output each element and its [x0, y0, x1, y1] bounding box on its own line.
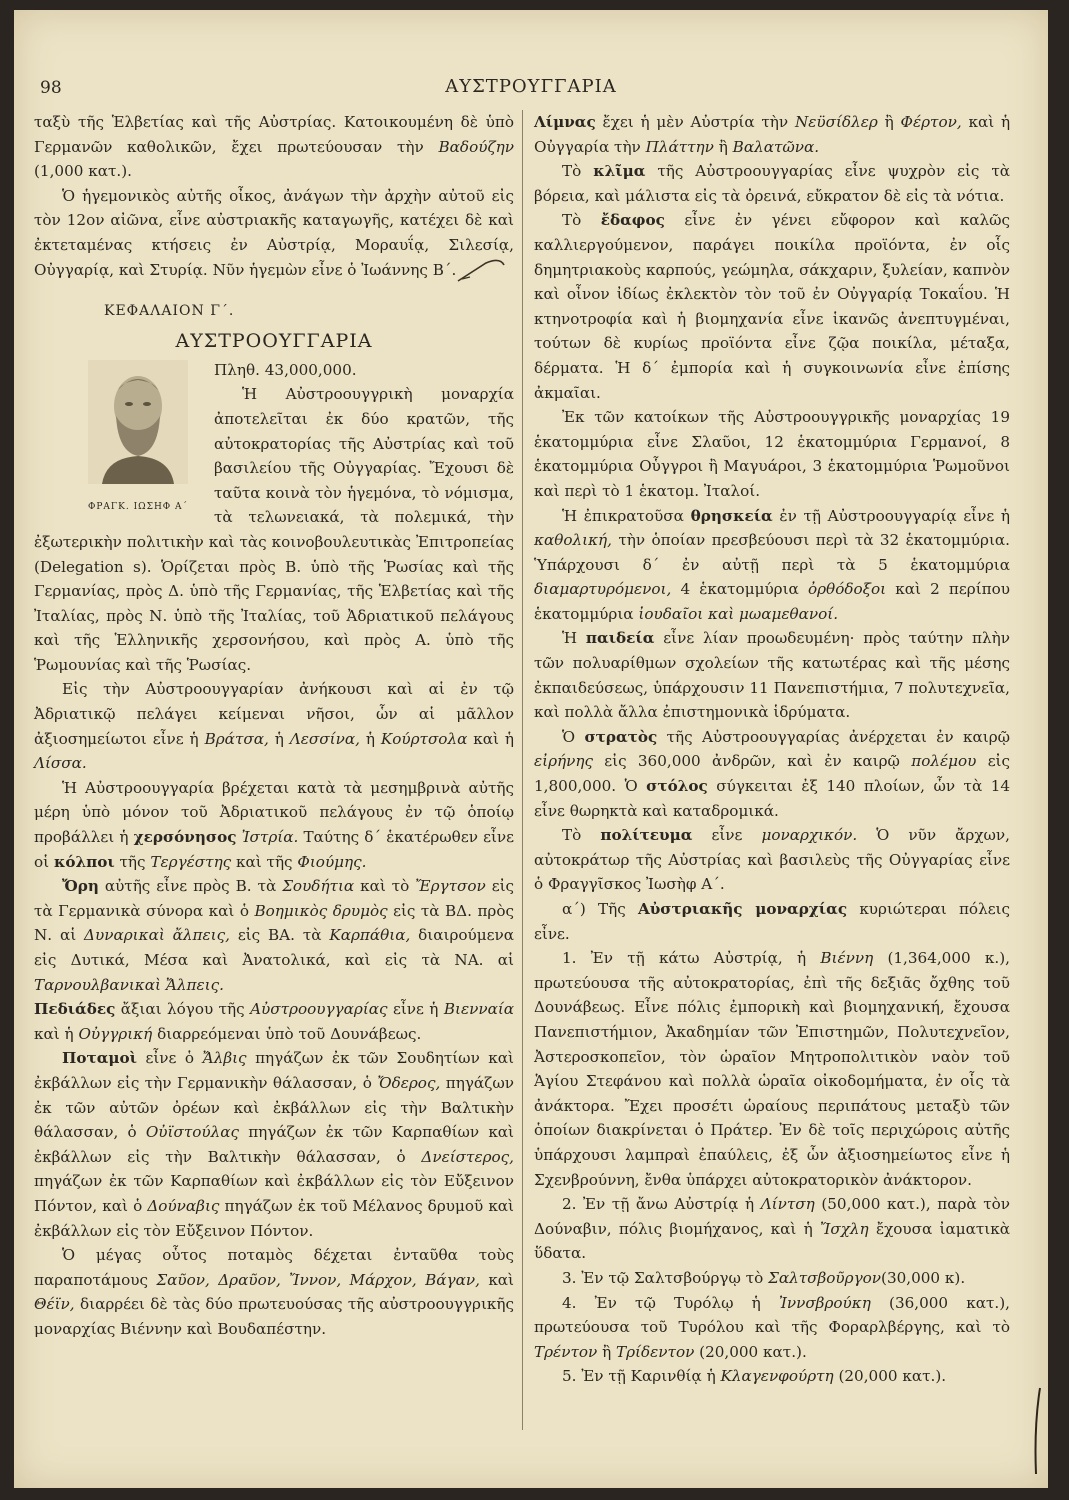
portrait-figure	[74, 360, 202, 512]
column-divider	[522, 110, 523, 1430]
paragraph: Πεδιάδες ἄξιαι λόγου τῆς Αὐστροουγγαρίας εἶνε ἡ Βιενναία καὶ ἡ Οὐγγρική διαρρεόμεναι ὑπὸ τοῦ Δουνάβεως.	[34, 1000, 515, 1043]
paragraph: Τὸ ἔδαφος εἶνε ἐν γένει εὔφορον καὶ καλῶς καλλιεργούμενον, παράγει ποικίλα προϊόντα, ἐν οἷς δημητριακοὺς καρπούς, γεώμηλα, σάκχαριν, ξυλείαν, καπνὸν καὶ οἶνον ἰδίως ἐκλεκτὸν τὸν τοῦ ἐν Οὐγγαρίᾳ Τοκαΐου. Ἡ κτηνοτροφία καὶ ἡ βιομηχανία εἶνε ἱκανῶς ἀνεπτυγμέναι, τούτων δὲ κυρίως προϊόντα εἶνε ζῷα ποικίλα, μέταξα, δέρματα. Ἡ δ΄ ἐμπορία καὶ ἡ συγκοινωνία εἶνε ἐπίσης ἀκμαῖαι.	[534, 211, 1011, 402]
paragraph: Τὸ κλῖμα τῆς Αὐστροουγγαρίας εἶνε ψυχρὸν εἰς τὰ βόρεια, καὶ μάλιστα εἰς τὰ ὀρεινά, εὔκρατον δὲ εἰς τὰ νότια.	[534, 162, 1011, 205]
chapter-heading: ΚΕΦΑΛΑΙΟΝ Γ΄.	[104, 302, 235, 319]
city-list-item: 1. Ἐν τῇ κάτω Αὐστρίᾳ, ἡ Βιέννη (1,364,000 κ.), πρωτεύουσα τῆς αὐτοκρατορίας, ἐπὶ τῆς δεξιᾶς ὄχθης τοῦ Δουνάβεως. Εἶνε πόλις ἐμπορικὴ καὶ βιομηχανική, ἔχουσα Πανεπιστήμιον, Ἀκαδημίαν τῶν Ἐπιστημῶν, Πολυτεχνεῖον, Ἀστεροσκοπεῖον, τὸν ὡραῖον Μητροπολιτικὸν ναὸν τοῦ Ἁγίου Στεφάνου καὶ πολλὰ ὡραῖα οἰκοδομήματα, ἐν οἷς τὰ ἀνάκτορα. Ἔχει προσέτι ὡραίους περιπάτους μεταξὺ τῶν ὁποίων διακρίνεται ὁ Πράτερ. Ἐν δὲ τοῖς περιχώροις αὐτῆς ὑπάρχουσι λαμπραὶ ἐπαύλεις, ἐξ ὧν ἀξιοσημείωτος εἶνε ἡ Σχενβρούννη, ἔνθα ὑπάρχει αὐτοκρατορικὸν ἀνάκτορον.	[534, 949, 1011, 1189]
paragraph: ταξὺ τῆς Ἑλβετίας καὶ τῆς Αὐστρίας. Κατοικουμένη δὲ ὑπὸ Γερμανῶν καθολικῶν, ἔχει πρωτεύουσαν τὴν Βαδούζην (1,000 κατ.).	[34, 113, 515, 181]
paragraph: Τὸ πολίτευμα εἶνε μοναρχικόν. Ὁ νῦν ἄρχων, αὐτοκράτωρ τῆς Αὐστρίας καὶ βασιλεὺς τῆς Οὐγγαρίας εἶνε ὁ Φραγγῖσκος Ἰωσὴφ Α΄.	[534, 826, 1010, 894]
paragraph: Ἡ Αὐστροουγγαρία βρέχεται κατὰ τὰ μεσημβρινὰ αὐτῆς μέρη ὑπὸ μόνον τοῦ Ἀδριατικοῦ πελάγους ἐν τῷ ὁποίῳ προβάλλει ἡ χερσόνησος Ἰστρία. Ταύτης δ΄ ἑκατέρωθεν εἶνε οἱ κόλποι τῆς Τεργέστης καὶ τῆς Φιούμης.	[34, 778, 515, 871]
paragraph: Λίμνας ἔχει ἡ μὲν Αὐστρία τὴν Νεϋσίδλερ ἢ Φέρτον, καὶ ἡ Οὐγγαρία τὴν Πλάττην ἢ Βαλατῶνα.	[534, 113, 1011, 156]
left-column	[34, 110, 514, 1342]
paragraph: Ἡ Αὐστροουγγρικὴ μοναρχία ἀποτελεῖται ἐκ δύο κρατῶν, τῆς αὐτοκρατορίας τῆς Αὐστρίας καὶ τοῦ βασιλείου τῆς Οὐγγαρίας. Ἔχουσι δὲ ταῦτα κοινὰ τὸν ἡγεμόνα, τὸ νόμισμα, τὰ τελωνειακά, τὰ πολεμικά, τὴν ἐξωτερικὴν πολιτικὴν καὶ τὰς κοινοβουλευτικὰς Ἐπιτροπείας (Delegation s). Ὁρίζεται πρὸς Β. ὑπὸ τῆς Ῥωσίας καὶ τῆς Γερμανίας, πρὸς Δ. ὑπὸ τῆς Γερμανίας, τῆς Ἑλβετίας καὶ τῆς Ἰταλίας, πρὸς Ν. ὑπὸ τῆς Ἰταλίας, τοῦ Ἀδριατικοῦ πελάγους καὶ τῆς Ἑλληνικῆς χερσονήσου, καὶ πρὸς Α. ὑπὸ τῆς Ῥωμουνίας καὶ τῆς Ῥωσίας.	[34, 385, 514, 674]
right-column	[534, 110, 1010, 1389]
population: Πληθ. 43,000,000.	[214, 360, 357, 379]
paragraph: α΄) Τῆς Αὐστριακῆς μοναρχίας κυριώτεραι πόλεις εἶνε.	[534, 900, 1011, 943]
paragraph: Ἡ παιδεία εἶνε λίαν προωδευμένη· πρὸς ταύτην πλὴν τῶν πολυαρίθμων σχολείων τῆς κατωτέρας καὶ τῆς μέσης ἐκπαιδεύσεως, ὑπάρχουσιν 11 Πανεπιστήμια, 7 πολυτεχνεῖα, καὶ πολλὰ ἄλλα ἐπιστημονικὰ ἱδρύματα.	[534, 629, 1011, 722]
margin-pen-mark-icon	[1030, 1386, 1042, 1476]
paragraph: Ἐκ τῶν κατοίκων τῆς Αὐστροουγγρικῆς μοναρχίας 19 ἑκατομμύρια εἶνε Σλαῦοι, 12 ἑκατομμύρια Γερμανοί, 8 ἑκατομμύρια Οὗγγροι ἢ Μαγυάροι, 3 ἑκατομμύρια Ῥωμοῦνοι καὶ περὶ τὸ 1 ἑκατομ. Ἰταλοί.	[534, 408, 1010, 500]
paragraph: Εἰς τὴν Αὐστροουγγαρίαν ἀνήκουσι καὶ αἱ ἐν τῷ Ἀδριατικῷ πελάγει κείμεναι νῆσοι, ὧν αἱ μᾶλλον ἀξιοσημείωτοι εἶνε ἡ Βράτσα, ἡ Λεσσίνα, ἡ Κούρτσολα καὶ ἡ Λίσσα.	[34, 680, 515, 773]
paragraph: Ὁ ἡγεμονικὸς αὐτῆς οἶκος, ἀνάγων τὴν ἀρχὴν αὐτοῦ εἰς τὸν 12ον αἰῶνα, εἶνε αὐστριακῆς καταγωγῆς, κατέχει δὲ καὶ ἐκτεταμένας κτήσεις ἐν Αὐστρίᾳ, Μοραυΐᾳ, Σιλεσίᾳ, Οὐγγαρίᾳ, καὶ Στυρίᾳ. Νῦν ἡγεμὼν εἶνε ὁ Ἰωάννης Β΄.	[34, 184, 514, 283]
handwritten-mark-icon	[456, 259, 506, 283]
section-title: ΑΥΣΤΡΟΟΥΓΓΑΡΙΑ	[175, 330, 373, 353]
page-header	[34, 72, 1028, 102]
paragraph: Ἡ ἐπικρατοῦσα θρησκεία ἐν τῇ Αὐστροουγγαρίᾳ εἶνε ἡ καθολική, τὴν ὁποίαν πρεσβεύουσι περὶ τὰ 32 ἑκατομμύρια. Ὑπάρχουσι δ΄ ἐν αὐτῇ περὶ τὰ 5 ἑκατομμύρια διαμαρτυρόμενοι, 4 ἑκατομμύρια ὀρθόδοξοι καὶ 2 περίπου ἑκατομμύρια ἰουδαῖοι καὶ μωαμεθανοί.	[534, 506, 1011, 623]
paragraph: Ὄρη αὐτῆς εἶνε πρὸς Β. τὰ Σουδήτια καὶ τὸ Ἔργτσον εἰς τὰ Γερμανικὰ σύνορα καὶ ὁ Βοημικὸς δρυμὸς εἰς τὰ ΒΔ. πρὸς Ν. αἱ Δυναρικαὶ ἄλπεις, εἰς ΒΑ. τὰ Καρπάθια, διαιρούμενα εἰς Δυτικά, Μέσα καὶ Ἀνατολικά, καὶ εἰς τὰ ΝΑ. αἱ Ταρνουλβανικαὶ Ἄλπεις.	[34, 877, 515, 994]
city-list-item: 5. Ἐν τῇ Καρινθίᾳ ἡ Κλαγενφούρτη (20,000 κατ.).	[562, 1367, 947, 1386]
paragraph: Ὁ στρατὸς τῆς Αὐστροουγγαρίας ἀνέρχεται ἐν καιρῷ εἰρήνης εἰς 360,000 ἀνδρῶν, καὶ ἐν καιρῷ πολέμου εἰς 1,800,000. Ὁ στόλος σύγκειται ἐξ 140 πλοίων, ὧν τὰ 14 εἶνε θωρηκτὰ καὶ καταδρομικά.	[534, 727, 1011, 820]
paragraph: Ποταμοὶ εἶνε ὁ Ἄλβις πηγάζων ἐκ τῶν Σουδητίων καὶ ἐκβάλλων εἰς τὴν Γερμανικὴν θάλασσαν, ὁ Ὄδερος, πηγάζων ἐκ τῶν αὐτῶν ὀρέων καὶ ἐκβάλλων εἰς τὴν Βαλτικὴν θάλασσαν, ὁ Οὐϊστούλας πηγάζων ἐκ τῶν Καρπαθίων καὶ ἐκβάλλων εἰς τὴν Βαλτικὴν θάλασσαν, ὁ Δνείστερος, πηγάζων ἐκ τῶν Καρπαθίων καὶ ἐκβάλλων εἰς τὸν Εὔξεινον Πόντον, καὶ ὁ Δούναβις πηγάζων ἐκ τοῦ Μέλανος δρυμοῦ καὶ ἐκβάλλων εἰς τὸν Εὔξεινον Πόντον.	[34, 1049, 515, 1240]
book-page	[14, 10, 1048, 1488]
portrait-caption: ΦΡΑΓΚ. ΙΩΣΗΦ Α΄	[87, 502, 189, 513]
city-list-item: 3. Ἐν τῷ Σαλτσβούργῳ τὸ Σαλτσβοῦργον(30,000 κ).	[562, 1268, 966, 1287]
paragraph: Ὁ μέγας οὗτος ποταμὸς δέχεται ἐνταῦθα τοὺς παραποτάμους Σαῦον, Δραῦον, Ἴννον, Μάρχον, Βάγαν, καὶ Θέϊν, διαρρέει δὲ τὰς δύο πρωτευούσας τῆς αὐστροουγγρικῆς μοναρχίας Βιέννην καὶ Βουδαπέστην.	[34, 1246, 515, 1338]
running-title: ΑΥΣΤΡΟΥΓΓΑΡΙΑ	[445, 76, 617, 97]
city-list-item: 4. Ἐν τῷ Τυρόλῳ ἡ Ἰννσβρούκη (36,000 κατ.), πρωτεύουσα τοῦ Τυρόλου καὶ τῆς Φοραρλβέργης, καὶ τὸ Τρέντον ἢ Τρίδεντον (20,000 κατ.).	[534, 1293, 1010, 1361]
city-list-item: 2. Ἐν τῇ ἄνω Αὐστρίᾳ ἡ Λίντση (50,000 κατ.), παρὰ τὸν Δούναβιν, πόλις βιομήχανος, καὶ ἡ Ἴσχλη ἔχουσα ἰαματικὰ ὕδατα.	[534, 1195, 1011, 1263]
page-number: 98	[40, 78, 62, 98]
portrait-image	[88, 360, 188, 484]
